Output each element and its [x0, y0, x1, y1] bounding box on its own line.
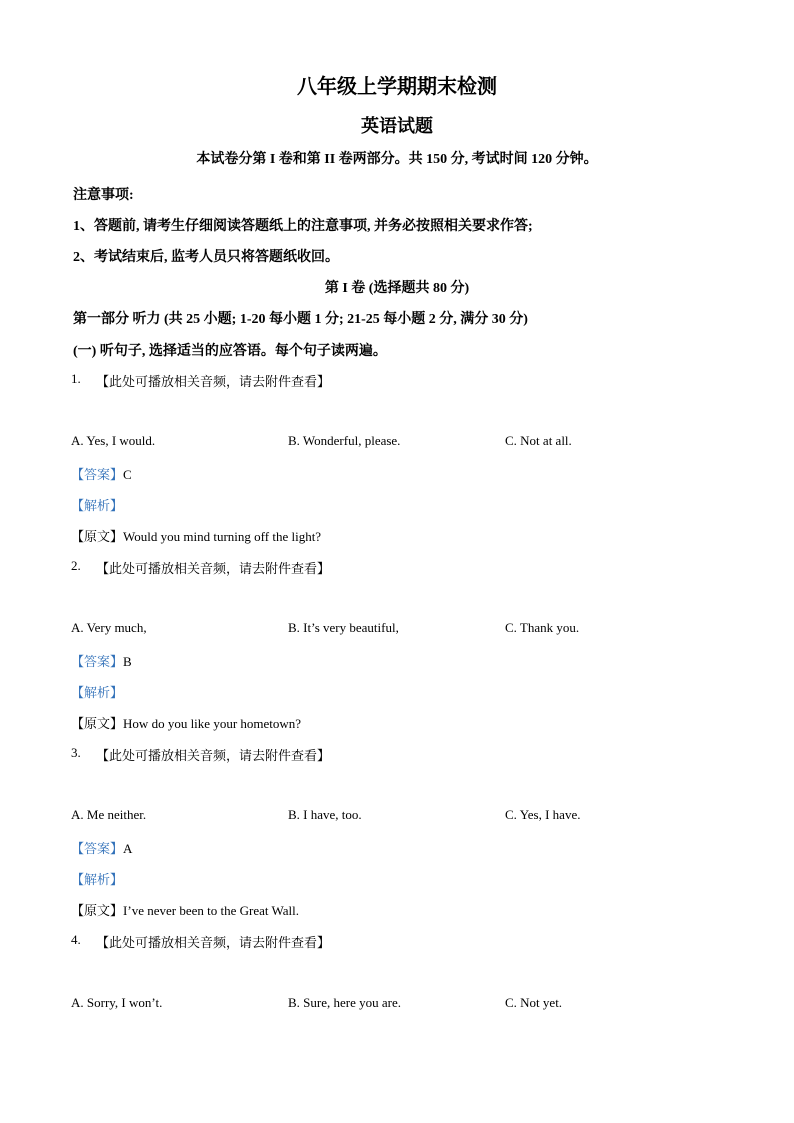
analysis-bracket-close: 】	[110, 498, 124, 513]
analysis-bracket-open: 【	[71, 498, 85, 513]
analysis-bracket-open: 【	[71, 872, 85, 887]
original-line	[71, 900, 299, 919]
analysis-line	[71, 682, 123, 701]
answer-label: 答案	[84, 841, 111, 856]
original-bracket-open: 【	[71, 716, 85, 731]
option-b: B. It’s very beautiful,	[288, 620, 399, 635]
original-bracket-close: 】	[110, 903, 124, 918]
option-a: A. Yes, I would.	[71, 433, 156, 448]
analysis-bracket-close: 】	[110, 685, 124, 700]
notes-heading: 注意事项:	[73, 188, 134, 203]
analysis-label: 解析	[84, 872, 111, 887]
answer-bracket-open: 【	[71, 654, 85, 669]
option-a: A. Very much,	[71, 620, 147, 635]
answer-line	[71, 838, 132, 857]
notes-item-1: 1、答题前, 请考生仔细阅读答题纸上的注意事项, 并务必按照相关要求作答;	[73, 219, 533, 234]
original-bracket-open: 【	[71, 529, 85, 544]
answer-bracket-open: 【	[71, 841, 85, 856]
answer-label: 答案	[84, 654, 111, 669]
page-subtitle: 英语试题	[361, 116, 433, 136]
original-bracket-open: 【	[71, 903, 85, 918]
question-number: 4.	[71, 932, 81, 947]
volume-heading: 第 I 卷 (选择题共 80 分)	[324, 281, 470, 296]
option-c: C. Not yet.	[505, 995, 563, 1010]
original-text: How do you like your hometown?	[123, 716, 302, 731]
answer-line	[71, 464, 132, 483]
answer-value: B	[123, 654, 132, 669]
analysis-label: 解析	[84, 685, 111, 700]
audio-placeholder: 【此处可播放相关音频，请去附件查看】	[96, 935, 331, 950]
option-b: B. Sure, here you are.	[288, 995, 401, 1010]
original-line	[71, 713, 301, 732]
analysis-bracket-open: 【	[71, 685, 85, 700]
original-label: 原文	[84, 903, 111, 918]
original-line	[71, 526, 321, 545]
audio-placeholder: 【此处可播放相关音频，请去附件查看】	[96, 748, 331, 763]
analysis-line	[71, 869, 123, 888]
answer-bracket-close: 】	[110, 654, 124, 669]
option-c: C. Thank you.	[505, 620, 580, 635]
analysis-bracket-close: 】	[110, 872, 124, 887]
answer-line	[71, 651, 132, 670]
answer-bracket-close: 】	[110, 467, 124, 482]
answer-bracket-open: 【	[71, 467, 85, 482]
analysis-label: 解析	[84, 498, 111, 513]
option-c: C. Not at all.	[505, 433, 572, 448]
answer-value: A	[123, 841, 133, 856]
original-label: 原文	[84, 529, 111, 544]
page-title: 八年级上学期期末检测	[297, 76, 497, 98]
part-heading: 第一部分 听力 (共 25 小题; 1-20 每小题 1 分; 21-25 每小题 2 分, 满分 30 分)	[73, 312, 528, 327]
original-label: 原文	[84, 716, 111, 731]
answer-label: 答案	[84, 467, 111, 482]
option-a: A. Sorry, I won’t.	[71, 995, 163, 1010]
question-number: 1.	[71, 371, 81, 386]
analysis-line	[71, 495, 123, 514]
question-number: 2.	[71, 558, 81, 573]
section-heading: (一) 听句子, 选择适当的应答语。每个句子读两遍。	[73, 344, 387, 359]
answer-bracket-close: 】	[110, 841, 124, 856]
audio-placeholder: 【此处可播放相关音频，请去附件查看】	[96, 374, 331, 389]
notes-item-2: 2、考试结束后, 监考人员只将答题纸收回。	[73, 250, 339, 265]
original-text: I’ve never been to the Great Wall.	[123, 903, 299, 918]
exam-intro: 本试卷分第 I 卷和第 II 卷两部分。共 150 分, 考试时间 120 分钟。	[196, 152, 598, 167]
answer-value: C	[123, 467, 132, 482]
question-number: 3.	[71, 745, 81, 760]
original-bracket-close: 】	[110, 716, 124, 731]
option-b: B. Wonderful, please.	[288, 433, 401, 448]
original-bracket-close: 】	[110, 529, 124, 544]
option-c: C. Yes, I have.	[505, 807, 581, 822]
audio-placeholder: 【此处可播放相关音频，请去附件查看】	[96, 561, 331, 576]
option-a: A. Me neither.	[71, 807, 147, 822]
option-b: B. I have, too.	[288, 807, 362, 822]
original-text: Would you mind turning off the light?	[123, 529, 322, 544]
